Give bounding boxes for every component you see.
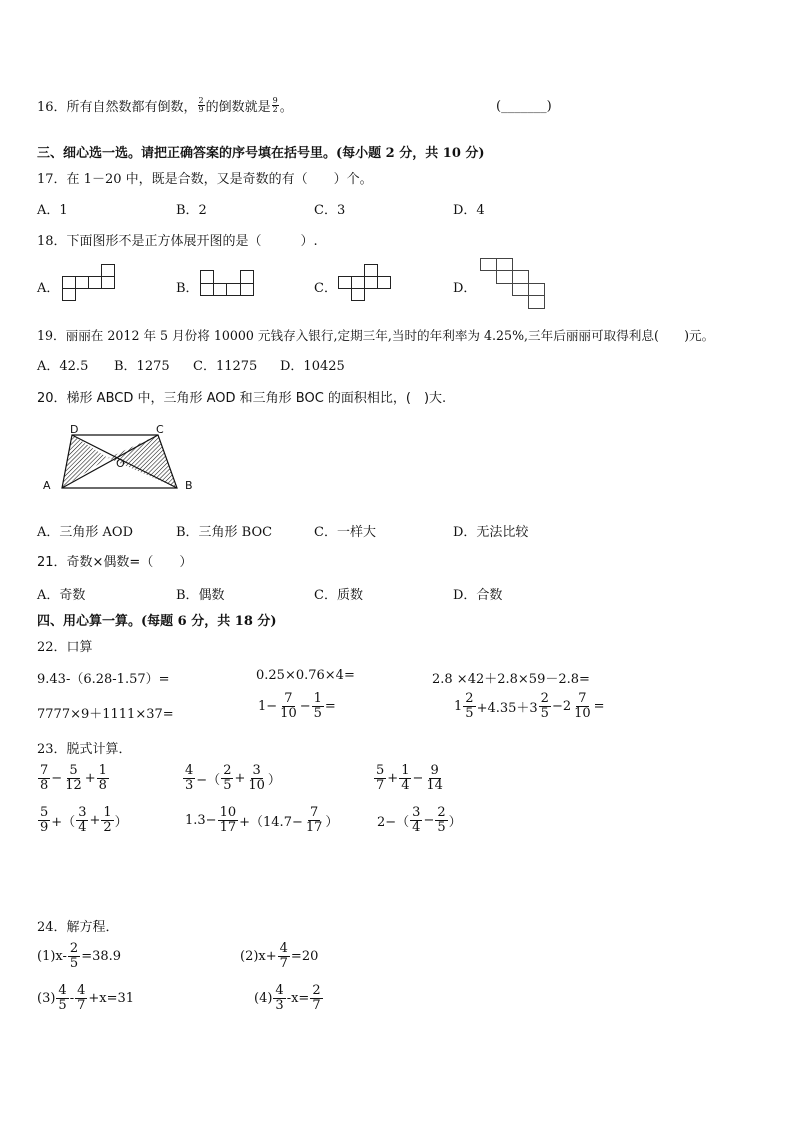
q18-option-d[interactable]: D． bbox=[453, 281, 477, 296]
q18-option-a[interactable]: A． bbox=[37, 281, 60, 296]
question-17-stem: 17．在 1－20 中，既是合数，又是奇数的有（ ）个。 bbox=[37, 172, 373, 187]
fraction: $\frac{1}{5}$ bbox=[313, 691, 322, 721]
q21-option-a[interactable]: A．奇数 bbox=[37, 588, 86, 603]
answer-blank[interactable]: (_______) bbox=[496, 99, 552, 114]
fraction: $\frac{2}{5}$ bbox=[465, 691, 474, 721]
q23-expr-3: $\frac{5}{7}$ + $\frac{1}{4}$ − $\frac{9}{14}$ bbox=[376, 763, 443, 793]
q19-option-c[interactable]: C．11275 bbox=[193, 359, 258, 374]
q24-equation-3: (3) $\frac{4}{5}$ - $\frac{4}{7}$ +x=31 bbox=[37, 983, 135, 1013]
q22-expr-4: 7777×9＋1111×37= bbox=[37, 707, 174, 722]
fraction: $\frac{2}{9}$ bbox=[198, 95, 204, 114]
q18-option-c[interactable]: C． bbox=[314, 281, 337, 296]
section-3-title: 三、细心选一选。请把正确答案的序号填在括号里。(每小题 2 分，共 10 分) bbox=[37, 146, 485, 161]
q19-option-d[interactable]: D．10425 bbox=[280, 359, 345, 374]
q23-expr-5: 1.3− $\frac{10}{17}$ +（14.7− $\frac{7}{17}$ ） bbox=[185, 805, 339, 835]
q22-expr-1: 9.43-（6.28-1.57）= bbox=[37, 672, 170, 687]
q17-option-d[interactable]: D．4 bbox=[453, 203, 485, 218]
q21-option-c[interactable]: C．质数 bbox=[314, 588, 363, 603]
question-16: 16．所有自然数都有倒数， $\frac{2}{9}$ 的倒数就是 $\frac{9}{2}$ 。 bbox=[37, 95, 293, 115]
q24-equation-1: (1)x- $\frac{2}{5}$ =38.9 bbox=[37, 941, 122, 971]
question-23-stem: 23．脱式计算． bbox=[37, 742, 132, 757]
vertex-label-o: O bbox=[116, 457, 125, 470]
q20-option-a[interactable]: A．三角形 AOD bbox=[37, 525, 133, 540]
q24-equation-4: (4) $\frac{4}{3}$ -x= $\frac{2}{7}$ bbox=[254, 983, 321, 1013]
q19-option-b[interactable]: B．1275 bbox=[114, 359, 170, 374]
cube-net-a bbox=[62, 264, 116, 302]
fraction: $\frac{7}{10}$ bbox=[280, 691, 297, 721]
q20-option-d[interactable]: D．无法比较 bbox=[453, 525, 529, 540]
question-18-stem: 18．下面图形不是正方体展开图的是（ ）. bbox=[37, 234, 318, 249]
vertex-label-b: B bbox=[185, 479, 193, 492]
fraction: $\frac{2}{5}$ bbox=[540, 691, 549, 721]
q19-option-a[interactable]: A．42.5 bbox=[37, 359, 89, 374]
q20-option-b[interactable]: B．三角形 BOC bbox=[176, 525, 273, 540]
vertex-label-c: C bbox=[156, 423, 164, 436]
question-20-stem: 20．梯形 ABCD 中，三角形 AOD 和三角形 BOC 的面积相比，( )大. bbox=[37, 391, 447, 406]
q23-expr-2: $\frac{4}{3}$ −（ $\frac{2}{5}$ + $\frac{3}{10}$ ） bbox=[185, 763, 281, 793]
fraction: $\frac{9}{2}$ bbox=[272, 95, 278, 114]
q17-option-b[interactable]: B．2 bbox=[176, 203, 207, 218]
q23-expr-1: $\frac{7}{8}$ − $\frac{5}{12}$ + $\frac{1}{8}$ bbox=[40, 763, 107, 793]
q18-option-b[interactable]: B． bbox=[176, 281, 199, 296]
cube-net-b bbox=[200, 270, 255, 297]
cube-net-d bbox=[480, 258, 548, 310]
q20-option-c[interactable]: C．一样大 bbox=[314, 525, 376, 540]
q17-option-a[interactable]: A．1 bbox=[37, 203, 68, 218]
cube-net-c bbox=[338, 264, 392, 302]
q24-equation-2: (2)x+ $\frac{4}{7}$ =20 bbox=[240, 941, 319, 971]
q21-option-b[interactable]: B．偶数 bbox=[176, 588, 225, 603]
q23-expr-4: $\frac{5}{9}$ +（ $\frac{3}{4}$ + $\frac{1}{2}$ ） bbox=[40, 805, 128, 835]
q22-expr-2: 0.25×0.76×4= bbox=[256, 668, 355, 683]
question-21-stem: 21．奇数×偶数=（ ） bbox=[37, 555, 193, 570]
question-24-stem: 24．解方程． bbox=[37, 920, 119, 935]
question-22-stem: 22．口算 bbox=[37, 640, 93, 655]
vertex-label-d: D bbox=[70, 423, 79, 436]
vertex-label-a: A bbox=[43, 479, 51, 492]
fraction: $\frac{7}{10}$ bbox=[574, 691, 591, 721]
question-19-stem: 19．丽丽在 2012 年 5 月份将 10000 元钱存入银行,定期三年,当时的年利率为 4.25%,三年后丽丽可取得利息( )元。 bbox=[37, 328, 715, 343]
q22-expr-6: 1 $\frac{2}{5}$ +4.35＋3 $\frac{2}{5}$ −2 $\frac{7}{10}$ = bbox=[454, 691, 605, 721]
section-4-title: 四、用心算一算。(每题 6 分，共 18 分) bbox=[37, 614, 277, 629]
q17-option-c[interactable]: C．3 bbox=[314, 203, 346, 218]
q22-expr-5: 1− $\frac{7}{10}$ − $\frac{1}{5}$ = bbox=[258, 691, 336, 721]
q23-expr-6: 2−（ $\frac{3}{4}$ − $\frac{2}{5}$ ） bbox=[377, 805, 462, 835]
q21-option-d[interactable]: D．合数 bbox=[453, 588, 503, 603]
q22-expr-3: 2.8 ×42＋2.8×59－2.8= bbox=[432, 672, 590, 687]
